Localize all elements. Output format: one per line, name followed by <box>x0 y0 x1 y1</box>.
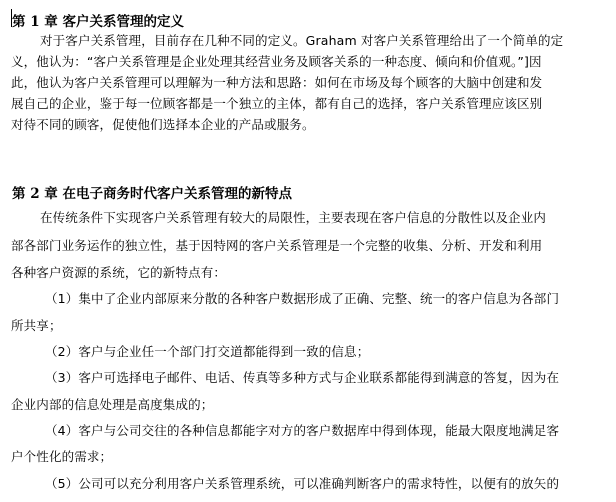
list-item-line: （1）集中了企业内部原来分散的各种客户数据形成了正确、完整、统一的客户信息为各部门 <box>45 291 560 306</box>
chapter-2-heading: 第 2 章 在电子商务时代客户关系管理的新特点 <box>12 186 292 202</box>
list-item-line: 企业内部的信息处理是高度集成的； <box>11 397 214 412</box>
list-item-line: （5）公司可以充分利用客户关系管理系统，可以准确判断客户的需求特性，以便有的放矢的 <box>45 476 560 491</box>
paragraph-line: 在传统条件下实现客户关系管理有较大的局限性，主要表现在客户信息的分散性以及企业内 <box>40 210 547 225</box>
paragraph-line: 各种客户资源的系统，它的新特点有： <box>11 265 227 280</box>
paragraph-line: 对于客户关系管理，目前存在几种不同的定义。Graham 对客户关系管理给出了一个简单的定 <box>40 33 564 48</box>
list-item-line: （2）客户与企业任一个部门打交道都能得到一致的信息； <box>45 344 370 359</box>
paragraph-line: 展自己的企业，鉴于每一位顾客都是一个独立的主体，都有自己的选择，客户关系管理应该区别 <box>11 96 543 111</box>
list-item-line: 所共享； <box>11 318 62 333</box>
list-item-line: （4）客户与公司交往的各种信息都能字对方的客户数据库中得到体现，能最大限度地满足客 <box>45 423 560 438</box>
list-item-line: 户个性化的需求； <box>11 449 113 464</box>
paragraph-line: 对待不同的顾客，促使他们选择本企业的产品或服务。 <box>11 117 315 132</box>
paragraph-line: 义，他认为：“客户关系管理是企业处理其经营业务及顾客关系的一种态度、倾向和价值观。”]因 <box>11 54 542 69</box>
paragraph-line: 部各部门业务运作的独立性，基于因特网的客户关系管理是一个完整的收集、分析、开发和利用 <box>11 238 543 253</box>
chapter-1-heading: 第 1 章 客户关系管理的定义 <box>12 14 184 30</box>
list-item-line: （3）客户可选择电子邮件、电话、传真等多种方式与企业联系都能得到满意的答复，因为在 <box>45 370 560 385</box>
paragraph-line: 此，他认为客户关系管理可以理解为一种方法和思路：如何在市场及每个顾客的大脑中创建和发 <box>11 75 543 90</box>
